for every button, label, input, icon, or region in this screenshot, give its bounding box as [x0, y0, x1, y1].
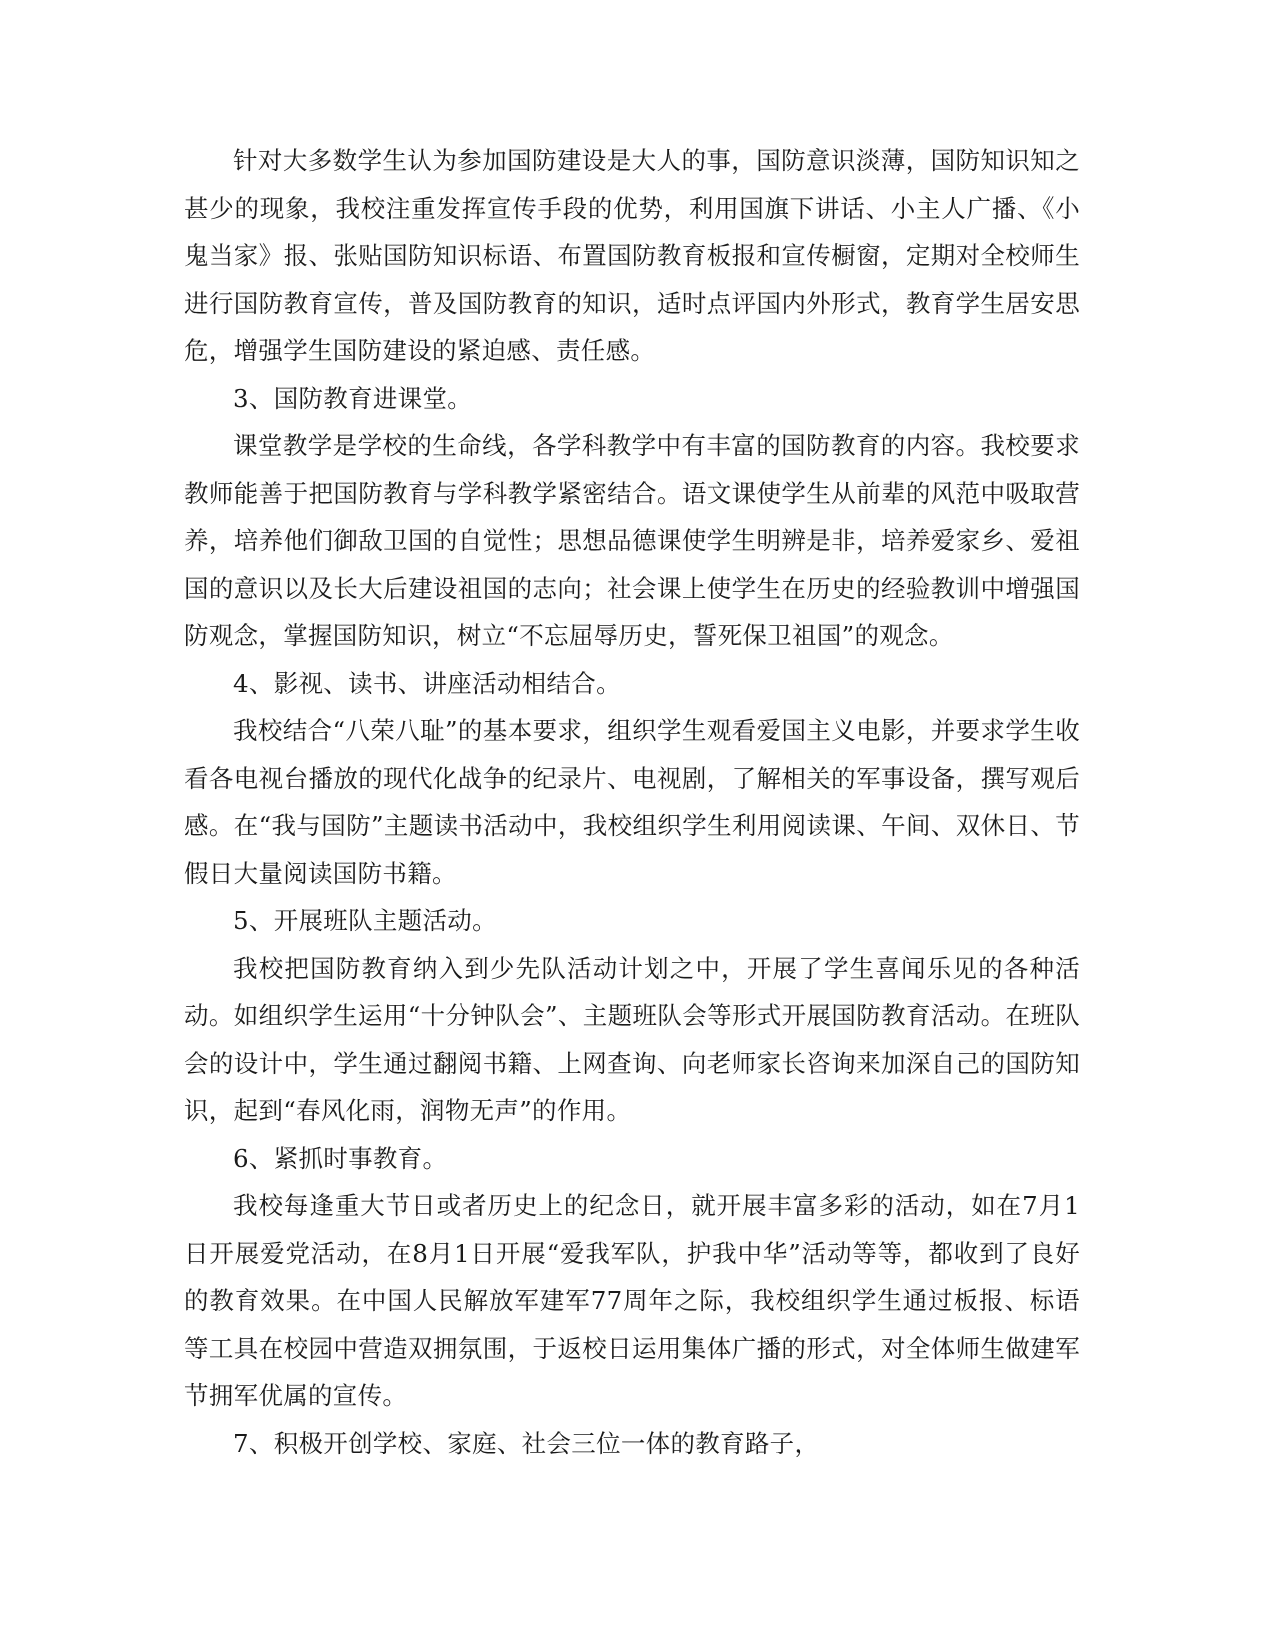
paragraph-current-affairs: 我校每逢重大节日或者历史上的纪念日，就开展丰富多彩的活动，如在7月1日开展爱党活动，在8月1日开展“爱我军队，护我中华”活动等等，都收到了良好的教育效果。在中国人民解放军建军77周年之际，我校组织学生通过板报、标语等工具在校园中营造双拥氛围，于返校日运用集体广播的形式，对全体师生做建军节拥军优属的宣传。: [184, 1191, 1080, 1410]
section-heading-3: 3、国防教育进课堂。: [233, 383, 473, 413]
paragraph-class-activities: 我校把国防教育纳入到少先队活动计划之中，开展了学生喜闻乐见的各种活动。如组织学生运用“十分钟队会”、主题班队会等形式开展国防教育活动。在班队会的设计中，学生通过翻阅书籍、上网查询、向老师家长咨询来加深自己的国防知识，起到“春风化雨，润物无声”的作用。: [184, 953, 1080, 1125]
section-heading-7: 7、积极开创学校、家庭、社会三位一体的教育路子，: [233, 1428, 820, 1458]
document-page: [184, 137, 1080, 1467]
section-heading-5: 5、开展班队主题活动。: [233, 906, 497, 935]
paragraph-media-reading: 我校结合“八荣八耻”的基本要求，组织学生观看爱国主义电影，并要求学生收看各电视台播放的现代化战争的纪录片、电视剧，了解相关的军事设备，撰写观后感。在“我与国防”主题读书活动中，我校组织学生利用阅读课、午间、双休日、节假日大量阅读国防书籍。: [184, 716, 1080, 888]
paragraph-classroom: 课堂教学是学校的生命线，各学科教学中有丰富的国防教育的内容。我校要求教师能善于把国防教育与学科教学紧密结合。语文课使学生从前辈的风范中吸取营养，培养他们御敌卫国的自觉性；思想品德课使学生明辨是非，培养爱家乡、爱祖国的意识以及长大后建设祖国的志向；社会课上使学生在历史的经验教训中增强国防观念，掌握国防知识，树立“不忘屈辱历史，誓死保卫祖国”的观念。: [184, 431, 1080, 650]
section-heading-6: 6、紧抓时事教育。: [233, 1143, 448, 1173]
paragraph-publicity: 针对大多数学生认为参加国防建设是大人的事，国防意识淡薄，国防知识知之甚少的现象，我校注重发挥宣传手段的优势，利用国旗下讲话、小主人广播、《小鬼当家》报、张贴国防知识标语、布置国防教育板报和宣传橱窗，定期对全校师生进行国防教育宣传，普及国防教育的知识，适时点评国内外形式，教育学生居安思危，增强学生国防建设的紧迫感、责任感。: [184, 146, 1080, 365]
section-heading-4: 4、影视、读书、讲座活动相结合。: [233, 668, 621, 698]
